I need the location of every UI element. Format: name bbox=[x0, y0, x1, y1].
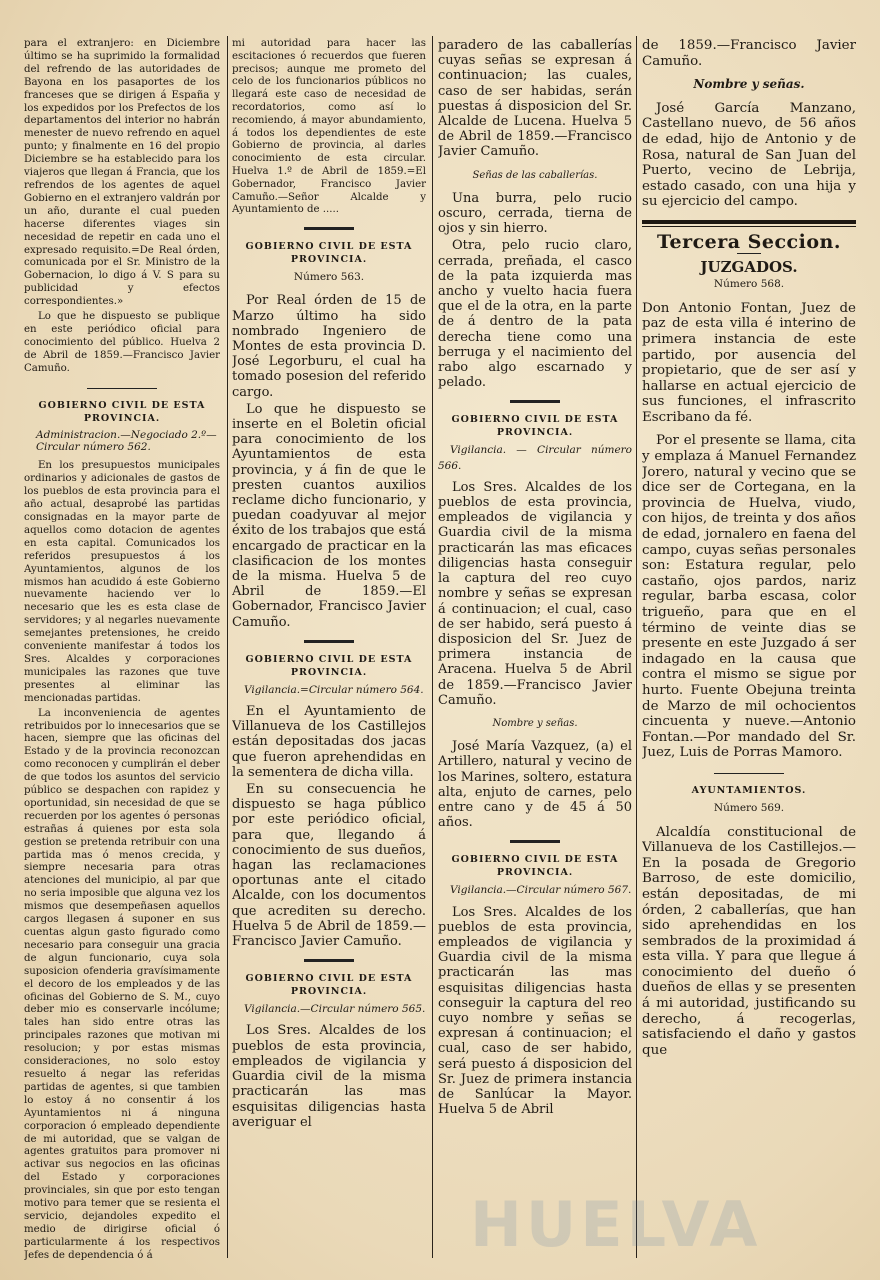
separator bbox=[510, 840, 560, 843]
notice-number: Número 563. bbox=[293, 271, 365, 284]
section-heading: GOBIERNO CIVIL DE ESTA PROVINCIA. bbox=[245, 973, 413, 998]
section-heading: GOBIERNO CIVIL DE ESTA PROVINCIA. bbox=[245, 653, 413, 678]
paragraph: Alcaldía constitucional de Villanueva de los Castillejos.—En la posada de Gregorio Barroso, de este domicilio, están depositadas, de mi órden, 2 caballerías, que han sido aprehendidas en los sembrados de la proximidad á esta villa. Y para que llegue á conocimiento del dueño ó dueños de ellas y se presenten á mi autoridad, justificando su derecho, á recogerlas, satisfaciendo el daño y gastos que bbox=[642, 824, 856, 1058]
separator bbox=[304, 227, 354, 230]
separator bbox=[714, 773, 784, 774]
list-label: Nombre y señas. bbox=[693, 77, 805, 92]
column-rule bbox=[432, 36, 433, 1258]
list-label: Señas de las caballerías. bbox=[472, 169, 598, 181]
subsection-title: JUZGADOS. bbox=[700, 257, 798, 276]
paragraph: En su consecuencia he dispuesto se haga público por este periódico oficial, para que, llegando á conocimiento de sus dueños, hagan las reclamaciones oportunas ante el citado Alcalde, con los documentos que acrediten su derecho. Huelva 5 de Abril de 1859.—Francisco Javier Camuño. bbox=[232, 782, 426, 950]
paragraph: Lo que he dispuesto se inserte en el Boletin oficial para conocimiento de los Ayuntamientos de esta provincia, y á fin de que le presten cuantos auxilios reclame dicho funcionario, y puedan coadyuvar al mejor éxito de los trabajos que está encargado de practicar en la clasificacion de los montes de la misma. Huelva 5 de Abril de 1859.—El Gobernador, Francisco Javier Camuño. bbox=[232, 401, 426, 630]
paragraph: Otra, pelo rucio claro, cerrada, preñada, el casco de la pata izquierda mas ancho y vuelto hacia fuera que el de la otra, en la parte de á dentro de la pata derecha tiene como una berruga y el nacimiento del rabo algo escarnado y pelado. bbox=[438, 238, 632, 391]
paragraph: La inconveniencia de agentes retribuidos por lo innecesarios que se hacen, siempre que las oficinas del Estado y de la provincia reconozcan como reconocen y cumplirán el deber de que todos los asuntos del servicio público se despachen con rapidez y oportunidad, sin necesidad de que se recuerden por los agentes ó personas estrañas á quienes por esta sola gestion se pretenda retribuir con una partida mas ó menos crecida, y siempre necesaria para otras atenciones del municipio, al par que no seria imposible que alguna vez los mismos que desempeñasen aquellos cargos llegasen á suponer en sus cuentas algun gasto figurado como necesario para conseguir una gracia de algun funcionario, cuya sola suposicion ofenderia gravísimamente el decoro de los empleados y de las oficinas del Gobierno de S. M., cuyo deber mio es conservarle incólume; tales han sido entre otras las principales razones que motivan mi resolucion; y por estas mismas consideraciones, no solo estoy resuelto á negar las referidas partidas de agentes, si que tambien lo estoy á no consentir á los Ayuntamientos ni á ninguna corporacion ó empleado dependiente de mi autoridad, que se valgan de agentes gratuitos para promover ni activar sus negocios en las oficinas del Estado y corporaciones provinciales, sin que por esto tengan motivo para temer que se resienta el servicio, dejandoles expedito el medio de dirigirse oficial ó particularmente á los respectivos Jefes de dependencia ó á bbox=[24, 707, 220, 1260]
paragraph: José María Vazquez, (a) el Artillero, natural y vecino de los Marines, soltero, estatura alta, enjuto de carnes, pelo entre cano y de 45 á 50 años. bbox=[438, 739, 632, 831]
circular-subheading: Vigilancia.—Circular número 565. bbox=[244, 1003, 426, 1016]
paragraph: de 1859.—Francisco Javier Camuño. bbox=[642, 38, 856, 69]
section-heading: GOBIERNO CIVIL DE ESTA PROVINCIA. bbox=[245, 241, 413, 266]
paragraph: Por Real órden de 15 de Marzo último ha sido nombrado Ingeniero de Montes de esta provincia D. José Legorburu, el cual ha tomado posesion del referido cargo. bbox=[232, 293, 426, 400]
column-4 bbox=[642, 38, 856, 1260]
circular-subheading bbox=[24, 429, 220, 455]
paragraph: En el Ayuntamiento de Villanueva de los Castillejos están depositadas dos jacas que fueron aprehendidas en la sementera de dicha villa. bbox=[232, 704, 426, 780]
circular-subheading: Vigilancia. — Circular número 566. bbox=[438, 444, 632, 472]
separator bbox=[304, 959, 354, 962]
section-rule bbox=[642, 226, 856, 227]
column-rule bbox=[636, 36, 637, 1258]
list-label: Nombre y señas. bbox=[492, 717, 578, 729]
paragraph: Los Sres. Alcaldes de los pueblos de esta provincia, empleados de vigilancia y Guardia civil de la misma practicarán las mas esquisitas diligencias hasta conseguir la captura del reo cuyo nombre y señas se expresan á continuacion; el cual, caso de ser habido, será puesto á disposicion del Sr. Juez de primera instancia de Sanlúcar la Mayor. Huelva 5 de Abril bbox=[438, 904, 632, 1118]
subsection-title: AYUNTAMIENTOS. bbox=[691, 784, 807, 796]
paragraph: Por el presente se llama, cita y emplaza á Manuel Fernandez Jorero, natural y vecino que se dice ser de Cortegana, en la provincia de Huelva, viudo, con hijos, de treinta y dos años de edad, jornalero en faena del campo, cuyas señas personales son: Estatura regular, pelo castaño, ojos pardos, nariz regular, barba escasa, color trigueño, para que en el término de veinte dias se presente en este Juzgado á ser indagado en la causa que contra el mismo se sigue por hurto. Fuente Obejuna treinta de Marzo de mil ochocientos cincuenta y nueve.—Antonio Fontan.—Por mandado del Sr. Juez, Luis de Porras Mamoro. bbox=[642, 433, 856, 761]
circular-subheading: Vigilancia.—Circular número 567. bbox=[450, 884, 632, 897]
paragraph: Los Sres. Alcaldes de los pueblos de esta provincia, empleados de vigilancia y Guardia civil de la misma practicarán las mas eficaces diligencias hasta conseguir la captura del reo cuyo nombre y señas se expresan á continuacion; el cual, caso de ser habido, será puesto á disposicion del Sr. Juez de primera instancia de Aracena. Huelva 5 de Abril de 1859.—Francisco Javier Camuño. bbox=[438, 479, 632, 708]
section-heading: GOBIERNO CIVIL DE ESTA PROVINCIA. bbox=[451, 854, 619, 879]
paragraph: Una burra, pelo rucio oscuro, cerrada, tierna de ojos y sin hierro. bbox=[438, 190, 632, 237]
paragraph: paradero de las caballerías cuyas señas se expresan á continuacion; las cuales, caso de ser habidas, serán puestas á disposicion del Sr. Alcalde de Lucena. Huelva 5 de Abril de 1859.—Francisco Javier Camuño. bbox=[438, 38, 632, 160]
section-rule bbox=[642, 220, 856, 224]
paragraph: Don Antonio Fontan, Juez de paz de esta villa é interino de primera instancia de este partido, por ausencia del propietario, que de ser así y hallarse en actual ejercicio de sus funciones, el infrascrito Escribano da fé. bbox=[642, 300, 856, 425]
paragraph: Los Sres. Alcaldes de los pueblos de esta provincia, empleados de vigilancia y Guardia civil de la misma practicarán las mas esquisitas diligencias hasta averiguar el bbox=[232, 1023, 426, 1130]
paragraph: para el extranjero: en Diciembre último se ha suprimido la formalidad del refrendo de las autoridades de Bayona en los pasaportes de los franceses que se dirigen á España y los expedidos por los Prefectos de los departamentos del interior no habrán menester de nuevo refrendo en aquel punto; y finalmente en 16 del propio Diciembre se ha establecido para los viajeros que llegan á Francia, que los refrendos de los agentes de aquel Gobierno en el extranjero valdrán por un año, durante el cual pueden hacerse diferentes viages sin necesidad de repetir en cada uno el expresado requisito.=De Real órden, comunicada por el Sr. Ministro de la Gobernacion, lo digo á V. S para su publicidad y efectos correspondientes.» bbox=[24, 38, 220, 308]
column-2 bbox=[232, 38, 426, 1260]
subheading-text: Administracion.—Negociado 2.º— bbox=[36, 428, 217, 441]
column-rule bbox=[227, 36, 228, 1258]
circular-subheading: Vigilancia.=Circular número 564. bbox=[244, 683, 424, 696]
column-3 bbox=[438, 38, 632, 1260]
notice-number: Número 568. bbox=[713, 278, 785, 291]
column-1 bbox=[24, 38, 220, 1260]
paragraph: En los presupuestos municipales ordinarios y adicionales de gastos de los pueblos de esta provincia para el año actual, desaprobé las partidas consignadas en la mayor parte de aquellos como dotacion de agentes en esta capital. Comunicados los referidos presupuestos á los Ayuntamientos, algunos de los mismos han acudido á este Gobierno nuevamente haciendo ver lo necesario que les es esta clase de servidores; y al negarles nuevamente semejantes pretensiones, he creido conveniente manifestar á todos los Sres. Alcaldes y corporaciones municipales las razones que tuve presentes al eliminar las mencionadas partidas. bbox=[24, 460, 220, 704]
section-title: Tercera Seccion. bbox=[657, 230, 841, 253]
section-heading: GOBIERNO CIVIL DE ESTA PROVINCIA. bbox=[451, 414, 619, 439]
separator bbox=[87, 388, 157, 389]
notice-number: Número 569. bbox=[713, 801, 785, 814]
section-heading: GOBIERNO CIVIL DE ESTA PROVINCIA. bbox=[38, 399, 206, 424]
circular-number: Circular número 562. bbox=[36, 441, 151, 454]
paragraph: Lo que he dispuesto se publique en este periódico oficial para conocimiento del público. Huelva 2 de Abril de 1859.—Francisco Javier Camuño. bbox=[24, 311, 220, 374]
paragraph: mi autoridad para hacer las escitaciones ó recuerdos que fueren precisos; aunque me prometo del celo de los funcionarios públicos no llegará este caso de necesidad de recordatorios, como así lo recomiendo, á mayor abundamiento, á todos los dependientes de este Gobierno de provincia, al darles conocimiento de esta circular. Huelva 1.º de Abril de 1859.=El Gobernador, Francisco Javier Camuño.—Señor Alcalde y Ayuntamiento de ..... bbox=[232, 38, 426, 216]
separator bbox=[510, 400, 560, 403]
paragraph: José García Manzano, Castellano nuevo, de 56 años de edad, hijo de Antonio y de Rosa, natural de San Juan del Puerto, vecino de Lebrija, estado casado, con una hija y su ejercicio del campo. bbox=[642, 100, 856, 210]
watermark: HUELVA bbox=[470, 1188, 762, 1261]
separator bbox=[304, 640, 354, 643]
